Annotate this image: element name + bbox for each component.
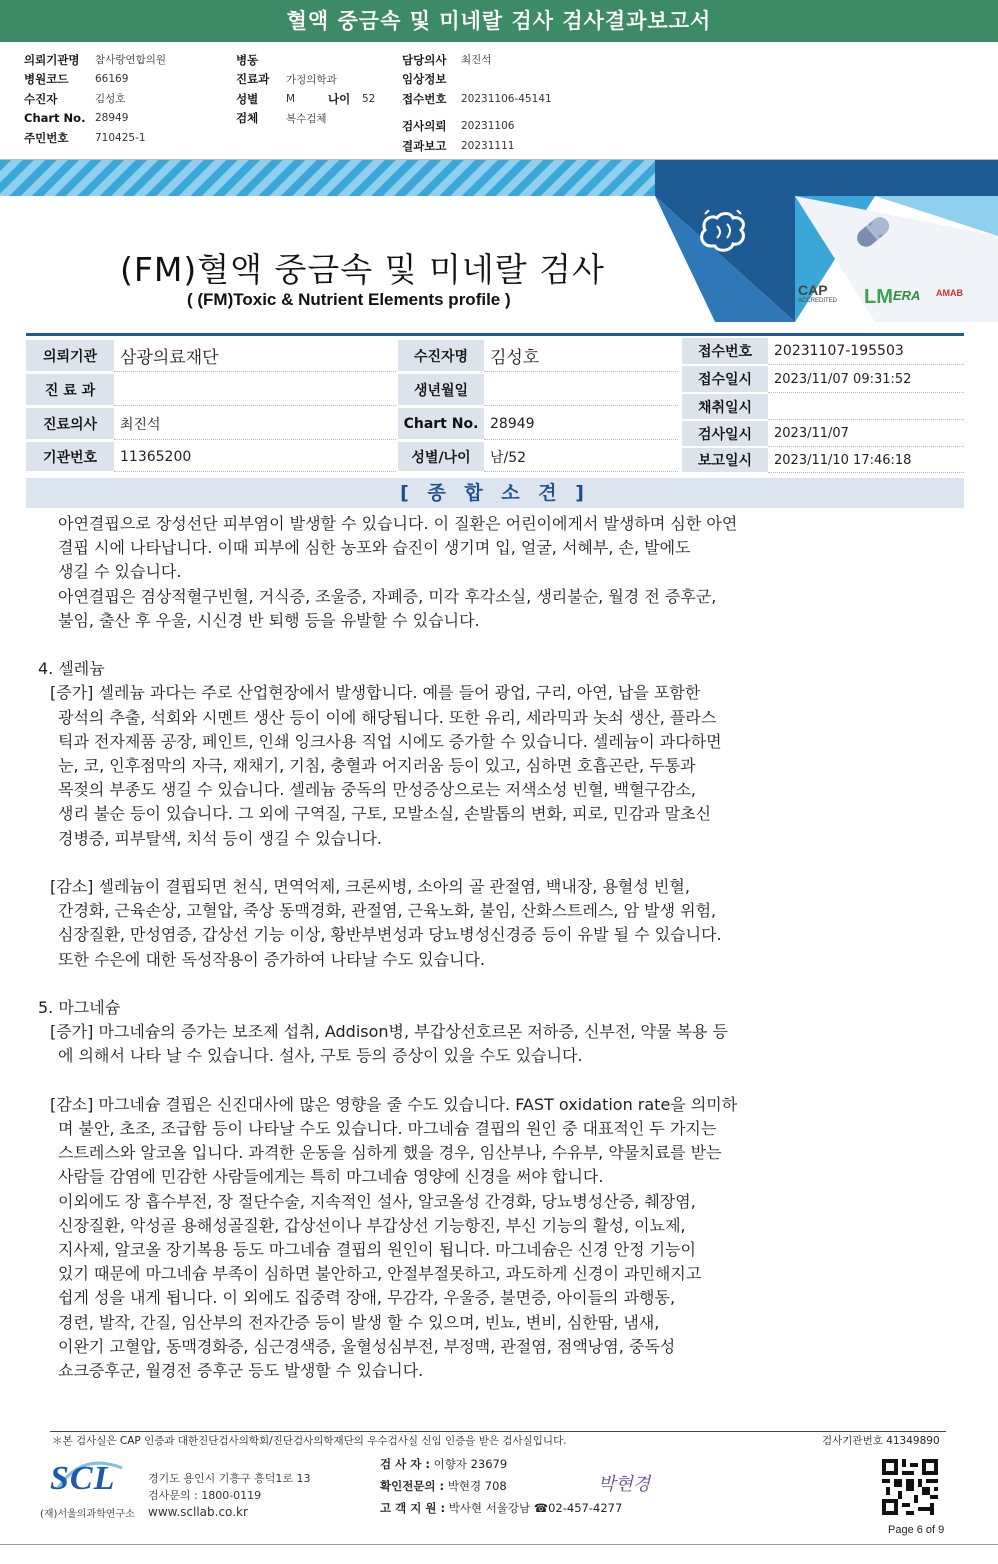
institution-value: 삼광의료재단 bbox=[114, 340, 396, 372]
header-row bbox=[236, 50, 375, 70]
cap-logo-text: CAP bbox=[798, 282, 828, 298]
summary-line: 생리 불순 등이 있습니다. 그 외에 구역질, 구토, 모발소실, 손발톱의 변화, 피로, 민감과 말초신 bbox=[58, 804, 712, 824]
receipt-no-value: 20231107-195503 bbox=[768, 338, 964, 365]
header-row bbox=[236, 109, 375, 129]
header-label: 병원코드 bbox=[24, 72, 69, 87]
header-label: 결과보고 bbox=[402, 138, 447, 153]
summary-line: 심장질환, 만성염증, 갑상선 기능 이상, 황반부변성과 당뇨병성신경증 등이 유발 될 수 있습니다. bbox=[58, 925, 722, 945]
sex-age-label: 성별/나이 bbox=[398, 442, 484, 472]
report-header bbox=[0, 42, 998, 160]
capsule-icon bbox=[849, 208, 897, 256]
header-value: 710425-1 bbox=[95, 131, 146, 144]
summary-line: [증가] 셀레늄 과다는 주로 산업현장에서 발생합니다. 예를 들어 광업, 구리, 아연, 납을 포함한 bbox=[50, 683, 701, 703]
dob-value bbox=[484, 374, 678, 406]
header-value: 복수검체 bbox=[286, 112, 327, 125]
summary-line: 불임, 출산 후 우울, 시신경 반 퇴행 등을 유발할 수 있습니다. bbox=[58, 610, 480, 630]
summary-line: 아연결핍은 겸상적혈구빈혈, 거식증, 조울증, 자폐증, 미각 후각소실, 생리불순, 월경 전 증후군, bbox=[58, 586, 717, 606]
doctor-signature: 박현경 bbox=[598, 1474, 651, 1495]
header-label: Chart No. bbox=[24, 111, 86, 126]
header-value: 20231106-45141 bbox=[461, 92, 552, 105]
header-label: 의뢰기관명 bbox=[24, 52, 80, 67]
chart-label: Chart No. bbox=[398, 408, 484, 440]
age-label: 나이 bbox=[328, 91, 351, 106]
test-subtitle: ( (FM)Toxic & Nutrient Elements profile ) bbox=[187, 290, 511, 309]
header-value: 최진석 bbox=[461, 54, 492, 67]
age-value: 52 bbox=[362, 92, 376, 105]
header-row bbox=[236, 70, 375, 90]
report-label: 보고일시 bbox=[682, 448, 768, 473]
doctor-label: 진료의사 bbox=[26, 408, 114, 440]
tester-label: 검 사 자 : bbox=[380, 1457, 430, 1471]
header-row bbox=[24, 109, 166, 129]
summary-line: 또한 수은에 대한 독성작용이 증가하여 나타날 수도 있습니다. bbox=[58, 949, 486, 969]
department-value bbox=[114, 374, 396, 406]
header-label: 검사의뢰 bbox=[402, 119, 447, 134]
summary-line: 며 불안, 초조, 조급함 등이 나타날 수도 있습니다. 마그네슘 결핍의 원인 중 대표적인 두 가지는 bbox=[58, 1119, 717, 1138]
summary-line: 광석의 추출, 석회와 시멘트 생산 등이 이에 해당됩니다. 또한 유리, 세라믹과 놋쇠 생산, 플라스 bbox=[58, 707, 717, 727]
header-label: 주민번호 bbox=[24, 130, 69, 145]
lab-org-name: (재)서울의과학연구소 bbox=[40, 1509, 135, 1520]
page-number: Page 6 of 9 bbox=[888, 1524, 945, 1536]
era-logo: ERA bbox=[893, 288, 921, 303]
header-label: 성별 bbox=[236, 91, 259, 106]
collect-value bbox=[768, 394, 964, 420]
summary-line: 경련, 발작, 간질, 임산부의 전자간증 등이 발생 할 수 있으며, 빈뇨, 변비, 심한땀, 냄새, bbox=[58, 1312, 660, 1332]
cap-logo-subtext: ACCREDITED bbox=[798, 298, 838, 304]
header-row bbox=[402, 136, 552, 156]
header-row bbox=[24, 50, 166, 70]
department-label: 진 료 과 bbox=[26, 374, 114, 406]
header-value: 28949 bbox=[95, 112, 129, 125]
summary-line: 쇼크증후군, 월경전 증후군 등도 발생할 수 있습니다. bbox=[58, 1361, 424, 1380]
header-row bbox=[24, 89, 166, 109]
summary-line: 틱과 전자제품 공장, 페인트, 인쇄 잉크사용 직업 시에도 증가할 수 있습니다. 셀레늄이 과다하면 bbox=[58, 731, 722, 751]
header-label: 임상정보 bbox=[402, 72, 447, 87]
tester-row bbox=[380, 1456, 507, 1472]
header-value: M bbox=[286, 92, 296, 105]
header-row bbox=[24, 70, 166, 90]
receipt-dt-label: 접수일시 bbox=[682, 366, 768, 393]
header-label: 담당의사 bbox=[402, 52, 447, 67]
summary-line: [감소] 마그네슘 결핍은 신진대사에 많은 영향을 줄 수도 있습니다. FAST oxidation rate을 의미하 bbox=[50, 1094, 738, 1114]
brain-icon bbox=[697, 210, 749, 256]
report-value: 2023/11/10 17:46:18 bbox=[768, 448, 964, 473]
summary-line: 있기 때문에 마그네슘 부족이 심하면 불안하고, 안절부절못하고, 과도하게 신경이 과민해지고 bbox=[58, 1264, 702, 1284]
header-value: 참사랑연합의원 bbox=[95, 54, 167, 67]
header-row bbox=[402, 70, 552, 90]
summary-line: 생길 수 있습니다. bbox=[58, 562, 182, 582]
header-label: 접수번호 bbox=[402, 91, 447, 106]
cs-label: 고 객 지 원 : bbox=[380, 1501, 446, 1515]
summary-line: 사람들 감염에 민감한 사람들에게는 특히 마그네슘 영양에 신경을 써야 합니다. bbox=[58, 1167, 604, 1187]
test-title: (FM)혈액 중금속 및 미네랄 검사 bbox=[120, 250, 605, 289]
receipt-dt-value: 2023/11/07 09:31:52 bbox=[768, 366, 964, 393]
doctor-value: 최진석 bbox=[114, 408, 396, 440]
summary-line: 에 의해서 나타 날 수 있습니다. 설사, 구토 등의 증상이 있을 수도 있습니다. bbox=[58, 1046, 583, 1066]
header-col-3 bbox=[402, 50, 552, 156]
lab-number: 검사기관번호 41349890 bbox=[822, 1435, 940, 1447]
lab-phone: 검사문의 : 1800-0119 bbox=[148, 1489, 262, 1502]
qr-code-icon bbox=[882, 1459, 938, 1515]
summary-line: 이완기 고혈압, 동맥경화증, 심근경색증, 울혈성심부전, 부정맥, 관절염, 점액낭염, 중독성 bbox=[58, 1336, 676, 1356]
lab-website: www.scllab.co.kr bbox=[148, 1505, 248, 1519]
summary-section-title: [ 종 합 소 견 ] bbox=[26, 478, 964, 508]
header-value: 66169 bbox=[95, 73, 129, 86]
dob-label: 생년월일 bbox=[398, 374, 484, 406]
amab-logo: AMAB bbox=[936, 288, 963, 298]
certification-logos bbox=[798, 282, 968, 312]
summary-line: 신장질환, 악성골 용해성골질환, 갑상선이나 부갑상선 기능항진, 부신 기능의 활성, 이뇨제, bbox=[58, 1215, 686, 1235]
test-date-label: 검사일시 bbox=[682, 421, 768, 447]
summary-line: 스트레스와 알코올 입니다. 과격한 운동을 심하게 했을 경우, 임산부나, 수유부, 약물치료를 받는 bbox=[58, 1143, 722, 1163]
footer-rule bbox=[50, 1431, 946, 1432]
summary-line: 5. 마그네슘 bbox=[38, 998, 121, 1017]
summary-line: 간경화, 근육손상, 고혈압, 죽상 동맥경화, 관절염, 근육노화, 불임, 산화스트레스, 암 발생 위험, bbox=[58, 901, 717, 921]
header-row bbox=[402, 50, 552, 70]
cs-row bbox=[380, 1500, 622, 1516]
header-row bbox=[402, 89, 552, 109]
summary-line: 쉽게 성을 내게 됩니다. 이 외에도 집중력 장애, 무감각, 우울증, 불면증, 아이들의 과행동, bbox=[58, 1288, 676, 1308]
report-banner-title: 혈액 중금속 및 미네랄 검사 검사결과보고서 bbox=[0, 0, 998, 42]
sex-age-value: 남/52 bbox=[484, 442, 678, 472]
chart-value: 28949 bbox=[484, 408, 678, 440]
inst-code-value: 11365200 bbox=[114, 442, 396, 472]
summary-line: 목젖의 부종도 생길 수 있습니다. 셀레늄 중독의 만성증상으로는 저색소성 빈혈, 백혈구감소, bbox=[58, 780, 696, 800]
header-row bbox=[236, 89, 375, 109]
header-value: 20231111 bbox=[461, 139, 515, 152]
table-top-rule bbox=[26, 333, 964, 336]
header-row bbox=[402, 117, 552, 137]
page-bottom-rule bbox=[0, 1544, 998, 1545]
patient-value: 김성호 bbox=[484, 340, 678, 372]
expert-row bbox=[380, 1478, 507, 1494]
inst-code-label: 기관번호 bbox=[26, 442, 114, 472]
header-col-1 bbox=[24, 50, 166, 148]
summary-line: 아연결핍으로 장성선단 피부염이 발생할 수 있습니다. 이 질환은 어린이에게서 발생하며 심한 아연 bbox=[58, 514, 738, 533]
header-col-2 bbox=[236, 50, 375, 128]
tester-value: 이향자 23679 bbox=[433, 1457, 508, 1471]
header-row bbox=[24, 128, 166, 148]
summary-line: 경병증, 피부탈색, 치석 등이 생길 수 있습니다. bbox=[58, 828, 382, 848]
header-row-spacer bbox=[402, 109, 552, 117]
collect-label: 채취일시 bbox=[682, 394, 768, 420]
summary-line: 눈, 코, 인후점막의 자극, 재채기, 기침, 충혈과 어지러움 등이 있고, 심하면 호흡곤란, 두통과 bbox=[58, 756, 696, 775]
scl-logo: SCL bbox=[50, 1460, 116, 1497]
header-label: 검체 bbox=[236, 111, 259, 126]
institution-label: 의뢰기관 bbox=[26, 340, 114, 372]
summary-line: [증가] 마그네슘의 증가는 보조제 섭취, Addison병, 부갑상선호르몬 저하증, 신부전, 약물 복용 등 bbox=[50, 1022, 728, 1042]
cs-value: 박사현 서울강남 ☎02-457-4277 bbox=[448, 1501, 623, 1515]
receipt-no-label: 접수번호 bbox=[682, 338, 768, 365]
header-label: 병동 bbox=[236, 52, 259, 67]
header-label: 진료과 bbox=[236, 72, 270, 87]
header-label: 수진자 bbox=[24, 91, 58, 106]
summary-line: 4. 셀레늄 bbox=[38, 659, 105, 679]
summary-line: 지사제, 알코올 장기복용 등도 마그네슘 결핍의 원인이 됩니다. 마그네슘은 신경 안정 기능이 bbox=[58, 1240, 696, 1259]
decorative-stripe-dark bbox=[655, 160, 998, 196]
cap-logo bbox=[798, 282, 837, 304]
patient-label: 수진자명 bbox=[398, 340, 484, 372]
summary-line: 결핍 시에 나타납니다. 이때 피부에 심한 농포와 습진이 생기며 입, 얼굴, 서혜부, 손, 발에도 bbox=[58, 538, 691, 558]
test-date-value: 2023/11/07 bbox=[768, 421, 964, 447]
header-value: 가정의학과 bbox=[286, 73, 337, 86]
lab-address: 경기도 용인시 기흥구 흥덕1로 13 bbox=[148, 1472, 311, 1485]
summary-line: 이외에도 장 흡수부전, 장 절단수술, 지속적인 설사, 알코올성 간경화, 당뇨병성산증, 췌장염, bbox=[58, 1191, 696, 1211]
expert-value: 박현경 708 bbox=[447, 1479, 507, 1493]
lm-logo: LM bbox=[864, 286, 893, 308]
expert-label: 확인전문의 : bbox=[380, 1479, 445, 1493]
header-value: 20231106 bbox=[461, 120, 515, 133]
certification-note: ＊본 검사실은 CAP 인증과 대한진단검사의학회/진단검사의학재단의 우수검사실 신임 인증을 받은 검사실입니다. bbox=[52, 1435, 567, 1447]
summary-line: [감소] 셀레늄이 결핍되면 천식, 면역억제, 크론씨병, 소아의 골 관절염, 백내장, 용혈성 빈혈, bbox=[50, 877, 690, 896]
header-value: 김성호 bbox=[95, 93, 126, 106]
